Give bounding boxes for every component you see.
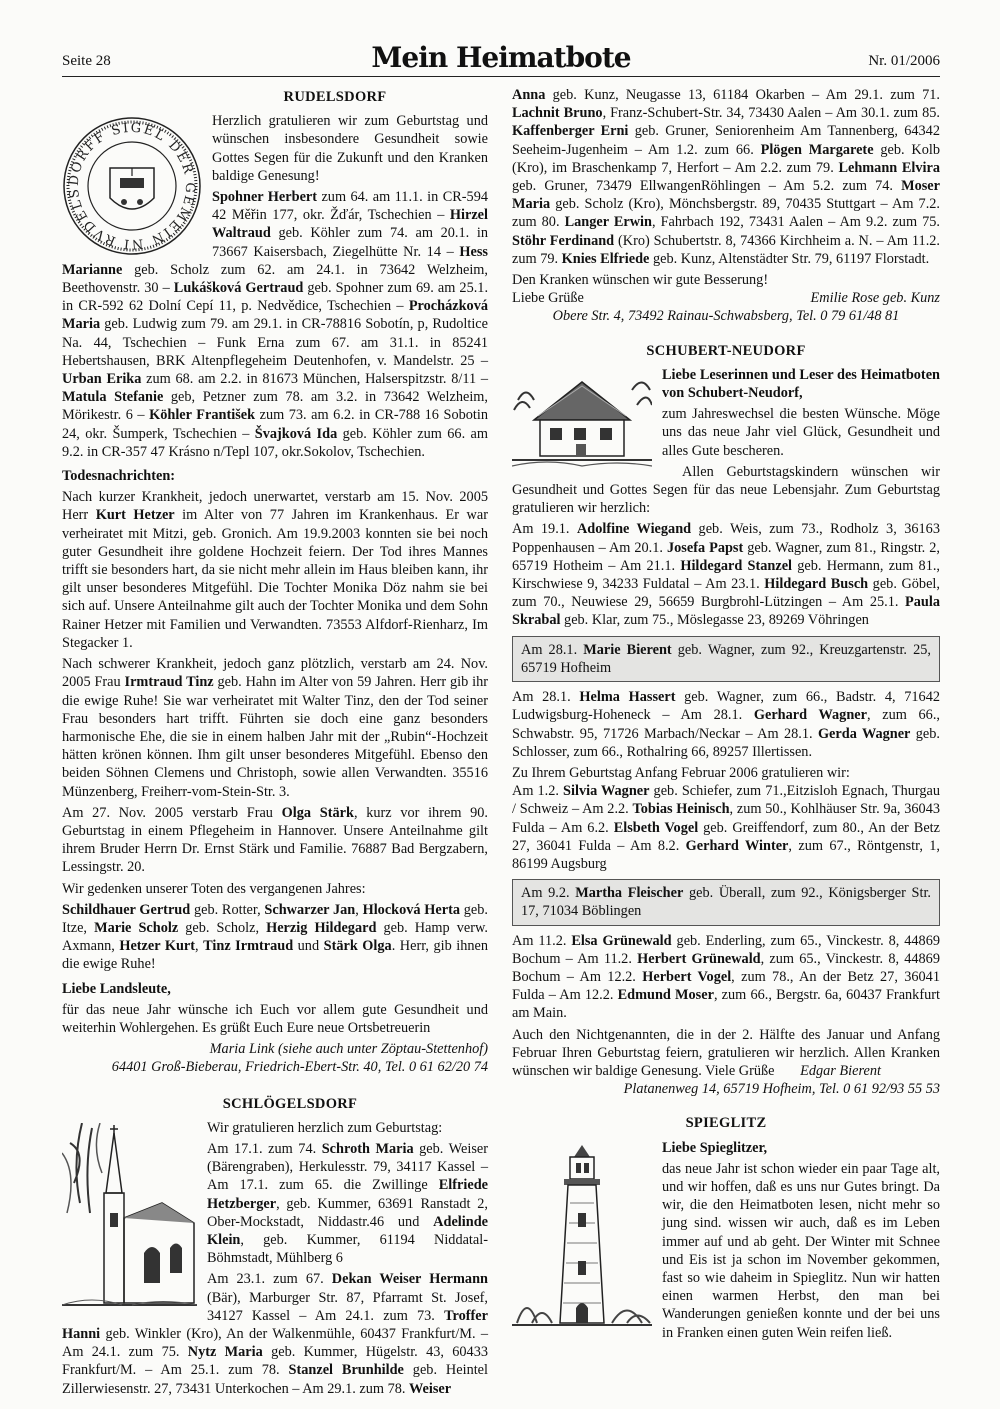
greeting-body: für das neue Jahr wünsche ich Euch vor allem gute Gesundheit und weiterhin Wohlergehen. Es grüßt Euch Eure neue Ortsbetreuerin [62, 1001, 488, 1036]
schloegelsdorf-birthdays-2: Am 23.1. zum 67. Dekan Weiser Hermann (Bär), Marburger Str. 87, Pfarramt St. Josef, 34127 Kassel – Am 24.1. zum 73. Troffer Hanni geb. Winkler (Kro), An der Walkenmühle, 60437 Frankfurt/M. – Am 24.1. zum 75. Nytz Maria geb. Kummer, Hügelstr. 43, 60433 Frankfurt/M. – Am 25.1. zum 78. Stanzel Brunhilde geb. Heintel Zillerwiesenstr. 27, 73431 Unterkochen – Am 29.1. zum 78. Weiser [62, 1271, 489, 1397]
tower-icon [512, 1143, 652, 1333]
right-column [512, 86, 940, 1345]
signature-address: 64401 Groß-Bieberau, Friedrich-Ebert-Str. 40, Tel. 0 61 62/20 74 [111, 1059, 488, 1076]
schubert-greeting: Liebe Leserinnen und Leser des Heimatboten von Schubert-Neudorf, [662, 366, 940, 402]
masthead-logo: Mein Heimatbote [371, 41, 631, 74]
signature-name: Maria Link (siehe auch unter Zöptau-Stettenhof) [209, 1041, 488, 1058]
schubert-intro: Allen Geburtstagskindern wünschen wir Gesundheit und Gottes Segen für das neue Lebensjahr. Zum Geburtstag gratulieren wir herzlich: [512, 463, 940, 517]
schloegelsdorf-continued: Anna geb. Kunz, Neugasse 13, 61184 Okarben – Am 29.1. zum 71. Lachnit Bruno, Franz-Schubert-Str. 34, 73430 Aalen – Am 30.1. zum 85. Kaffenberger Erni geb. Gruner, Seniorenheim Am Tannenberg, 64342 Seeheim-Jugenheim – Am 1.2. zum 66. Plögen Margarete geb. Kolb (Kro), im Braschenkamp 7, Herfort – Am 2.2. zum 79. Lehmann Elvira geb. Gruner, 73479 EllwangenRöhlingen – Am 5.2. zum 74. Moser Maria geb. Scholz (Kro), Mönchsbergstr. 89, 70435 Stuttgart – Am 7.2. zum 80. Langer Erwin, Fahrbach 192, 73431 Aalen – Am 9.2. zum 75. Stöhr Ferdinand (Kro) Schubertstr. 8, 74366 Kirchheim a. N. – Am 11.2. zum 79. Knies Elfriede geb. Kunz, Altenstädter Str. 79, 61197 Florstadt. [512, 87, 941, 267]
issue-number: Nr. 01/2006 [868, 53, 940, 69]
schubert-birthdays-3: Am 1.2. Silvia Wagner geb. Schiefer, zum 71.,Eitzisloh Egnach, Thurgau / Schweiz – Am 2.2. Tobias Heinisch, zum 50., Kohlhäuser Str. 9a, 36043 Fulda – Am 6.2. Elsbeth Vogel geb. Greiffendorf, zum 80., An der Betz 27, 36041 Fulda – Am 8.2. Gerhard Winter, zum 67., Röntgenstr, 1, 86199 Augsburg [512, 783, 941, 872]
signature-name-rose: Emilie Rose geb. Kunz [810, 290, 940, 307]
left-column [62, 86, 488, 1401]
greeting-heading: Liebe Landsleute, [62, 980, 171, 997]
church-icon [62, 1123, 197, 1313]
schubert-closing [512, 1026, 940, 1081]
section-title-rudelsdorf: RUDELSDORF [283, 89, 387, 105]
signature-name-bierent: Edgar Bierent [800, 1062, 881, 1079]
memorial-intro: Wir gedenken unserer Toten des vergangenen Jahres: [62, 880, 366, 897]
death-notice-tinz: Nach schwerer Krankheit, jedoch ganz plötzlich, verstarb am 24. Nov. 2005 Frau Irmtraud Tinz geb. Hahn im Alter von 59 Jahren. Herr gib ihr die ewige Ruhe! Sie war verheiratet mit Walter Tinz, den der Tod seiner Frau besonders hart trifft. Führten sie doch eine ganz besonders harmonische Ehe, die sie in einem halben Jahr mit der „Rubin“-Hochzeit hätten krönen können. Ihm gilt unser besonderes Mitgefühl. Ebenso den beiden Söhnen Clemens und Christoph, sowie allen Verwandten. 35516 Münzenberg, Freiherr-vom-Stein-Str. 3. [62, 656, 489, 800]
section-title-spieglitz: SPIEGLITZ [685, 1115, 767, 1132]
highlight-box-fleischer: Am 9.2. Martha Fleischer geb. Überall, zum 92., Königsberger Str. 17, 71034 Böblingen [512, 879, 940, 925]
death-notice-staerk: Am 27. Nov. 2005 verstarb Frau Olga Stärk, kurz vor ihrem 90. Geburtstag in einem Pflegeheim in Hannover. Unsere Anteilnahme gilt ihrem Bruder Herrn Dr. Ernst Stärk und Familie. 76887 Bad Bergzabern, Lessingstr. 20. [62, 804, 489, 876]
schubert-wishes: zum Jahreswechsel die besten Wünsche. Möge uns das neue Jahr viel Glück, Gesundheit und alles Gute bescheren. [662, 406, 940, 459]
spieglitz-greeting: Liebe Spieglitzer, [662, 1139, 768, 1156]
rudelsdorf-intro: Herzlich gratulieren wir zum Geburtstag und wünschen insbesondere Gesundheit sowie Gottes Segen für die Zukunft und den Kranken baldige Genesung! [212, 113, 488, 184]
signature-address-bierent: Platanenweg 14, 65719 Hofheim, Tel. 0 61 92/93 55 53 [623, 1081, 940, 1098]
page-header [62, 41, 940, 77]
death-notices-heading: Todesnachrichten: [62, 468, 176, 485]
death-notice-hetzer: Nach kurzer Krankheit, jedoch unerwartet, verstarb am 15. Nov. 2005 Herr Kurt Hetzer im Alter von 77 Jahren im Krankenhaus. Er war verheiratet mit Mitzi, geb. Gronich. Am 19.9.2003 konnten sie bei noch guter Gesundheit ihre goldene Hochzeit feiern. Der Tod ihres Mannes trifft sie besonders hart, da sie nicht mehr allein im Haus bleiben kann, ihr gilt unser besonderes Mitgefühl. Die Tochter Monika Döz nahm sie bei sich auf. Unsere Anteilnahme gilt auch der Tochter Monika und dem Sohn Rainer Hetzer mit Familien und Verwandten. 73553 Alfdorf-Rienharz, Im Stegacker 1. [62, 489, 488, 651]
signature-address-rose: Obere Str. 4, 73492 Rainau-Schwabsberg, Tel. 0 79 61/48 81 [552, 308, 900, 325]
signature-greeting: Liebe Grüße [512, 290, 584, 307]
farmhouse-icon [512, 370, 652, 470]
highlight-box-bierent: Am 28.1. Marie Bierent geb. Wagner, zum 92., Kreuzgartenstr. 25, 65719 Hofheim [512, 636, 940, 682]
february-intro: Zu Ihrem Geburtstag Anfang Februar 2006 gratulieren wir: [512, 764, 850, 781]
schubert-birthdays-2: Am 28.1. Helma Hassert geb. Wagner, zum 66., Badstr. 4, 71642 Ludwigsburg-Hoheneck – Am 28.1. Gerhard Wagner, zum 66., Schwabstr. 95, 71726 Marbach/Neckar – Am 28.1. Gerda Wagner geb. Schlosser, zum 66., Rothalring 66, 89257 Illertissen. [512, 689, 940, 760]
spieglitz-body: das neue Jahr ist schon wieder ein paar Tage alt, und wir hoffen, daß es uns nur Gutes bringt. Da wir, die den Heimatboten lesen, nicht mehr so jung sind. wissen wir auch, daß es im Leben immer auf und ab geht. Der Winter mit Schnee und Eis ist ja schon im November gekommen, fast so wie daheim in Spieglitz. Nun wir hatten einen warmen Herbst, den man bei Wanderungen genießen konnte und der bei uns in Franken einen guten Wein reifen ließ. [662, 1160, 940, 1341]
rudelsdorf-seal-icon [62, 116, 202, 256]
schloegelsdorf-intro: Wir gratulieren herzlich zum Geburtstag: [207, 1119, 443, 1136]
schubert-birthdays-4: Am 11.2. Elsa Grünewald geb. Enderling, zum 65., Vinckestr. 8, 44869 Bochum – Am 11.2. Herbert Grünewald, zum 65., Vinckestr. 8, 44869 Bochum – Am 12.2. Herbert Vogel, zum 78., An der Betz 27, 36041 Fulda – Am 12.2. Edmund Moser, zum 66., Bergstr. 6a, 60437 Frankfurt am Main. [512, 932, 941, 1022]
memorial-list: Schildhauer Gertrud geb. Rotter, Schwarzer Jan, Hlocková Herta geb. Itze, Marie Scholz geb. Scholz, Herzig Hildegard geb. Hamp verw. Axmann, Hetzer Kurt, Tinz Irmtraud und Stärk Olga. Herr, gib ihnen die ewige Ruhe! [62, 901, 489, 973]
section-title-schloegelsdorf: SCHLÖGELSDORF [222, 1095, 358, 1112]
get-well-wish: Den Kranken wünschen wir gute Besserung! [512, 272, 769, 289]
section-title-schubert-neudorf: SCHUBERT-NEUDORF [646, 342, 806, 359]
schubert-closing-text: Auch den Nichtgenannten, die in der 2. Hälfte des Januar und Anfang Februar Ihren Geburtstag feiern, gratulieren wir herzlich. Allen Kranken wünschen wir baldige Genesung. Viele Grüße [512, 1026, 940, 1079]
schloegelsdorf-birthdays-1: Am 17.1. zum 74. Schroth Maria geb. Weiser (Bärengraben), Herkulesstr. 79, 34117 Kassel – Am 17.1. zum 65. die Zwillinge Elfriede Hetzberger, geb. Kummer, 63691 Ranstadt 2, Ober-Mockstadt, Niddastr.46 und Adelinde Klein, geb. Kummer, 61194 Niddatal-Böhmstadt, Mühlberg 6 [207, 1140, 488, 1267]
rudelsdorf-birthdays: Spohner Herbert zum 64. am 11.1. in CR-594 42 Měřin 177, okr. Žďár, Tschechien – Hirzel Waltraud geb. Köhler zum 74. am 20.1. in 73667 Kaisersbach, Ziegelhütte Nr. 14 – Hess Marianne geb. Scholz zum 62. am 24.1. in 73642 Welzheim, Beethovenstr. 30 – Lukášková Gertraud geb. Spohner zum 69. am 25.1. in CR-592 62 Dolní Cepí 11, p. Nedvědice, Tschechien – Procházková Maria geb. Ludwig zum 79. am 29.1. in CR-78816 Sobotín, p, Rudoltice Na. 44, Tschechien – Funk Erna zum 67. am 31.1. in 85241 Hebertshausen, BRK Altenpflegeheim Deutenhofen, v. Mandelstr. 25 – Urban Erika zum 68. am 2.2. in 81673 München, Halserspitzstr. 8/11 – Matula Stefanie geb, Petzner zum 78. am 3.2. in 73642 Welzheim, Mörikestr. 6 – Köhler František zum 73. am 6.2. in CR-788 16 Sobotin 24, okr. Šumperk, Tschechien – Švajková Ida geb. Köhler zum 66. am 9.2. in CR-357 47 Krásno n/Tepl 107, okr.Sokolov, Tschechien. [62, 189, 489, 460]
page-number: Seite 28 [62, 53, 111, 69]
schubert-birthdays-1: Am 19.1. Adolfine Wiegand geb. Weis, zum 73., Rodholz 3, 36163 Poppenhausen – Am 20.1. Josefa Papst geb. Wagner, zum 81., Ringstr. 2, 65719 Hotheim – Am 21.1. Hildegard Stanzel geb. Hermann, zum 81., Kirschwiese 9, 34233 Fuldatal – Am 23.1. Hildegard Busch geb. Göbel, zum 70., Neuwiese 29, 56659 Burgbrohl-Lützingen – Am 25.1. Paula Skrabal geb. Klar, zum 75., Möslegasse 23, 89269 Vöhringen [512, 521, 940, 629]
signature-row-rose [512, 289, 940, 307]
seal-text: DORFF SIGEL DER GEMEIN NI RVDELS [66, 120, 198, 252]
